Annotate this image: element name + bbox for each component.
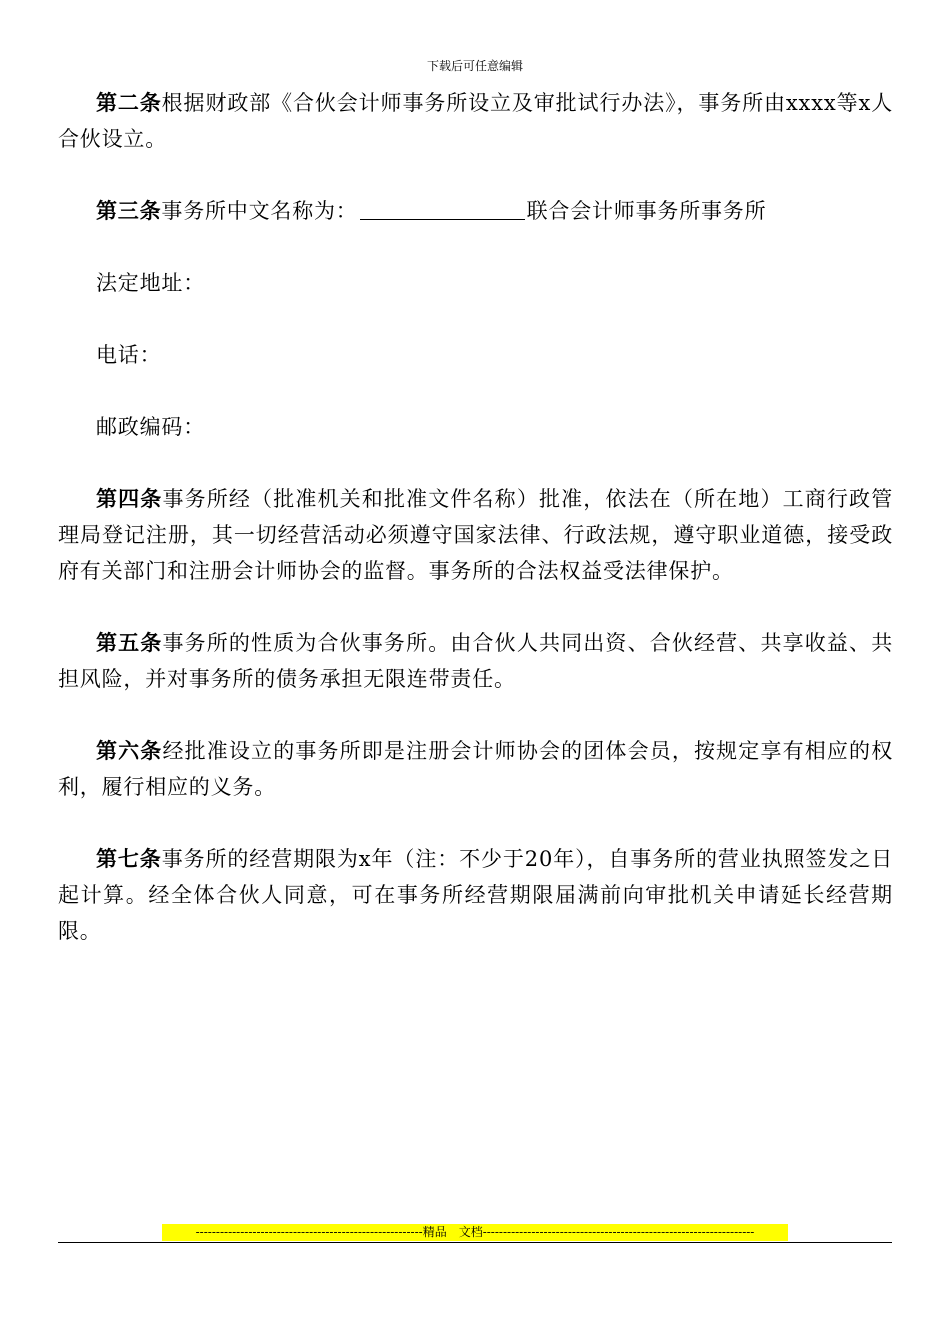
article-7-label: 第七条 (96, 847, 162, 871)
name-blank-line (360, 199, 525, 220)
footer-divider (58, 1242, 892, 1243)
article-4 (58, 481, 893, 589)
article-5-text: 事务所的性质为合伙事务所。由合伙人共同出资、合伙经营、共享收益、共担风险，并对事务所的债务承担无限连带责任。 (58, 631, 893, 691)
phone-line (58, 337, 893, 373)
article-2-label: 第二条 (96, 91, 162, 115)
article-4-text: 事务所经（批准机关和批准文件名称）批准，依法在（所在地）工商行政管理局登记注册，其一切经营活动必须遵守国家法律、行政法规，遵守职业道德，接受政府有关部门和注册会计师协会的监督。事务所的合法权益受法律保护。 (58, 487, 893, 583)
article-5-label: 第五条 (96, 631, 163, 655)
article-6-label: 第六条 (96, 739, 163, 763)
article-4-label: 第四条 (96, 487, 163, 511)
article-2-text: 根据财政部《合伙会计师事务所设立及审批试行办法》，事务所由xxxx等x人合伙设立。 (58, 91, 893, 151)
phone-label: 电话： (96, 343, 162, 367)
article-3-text-after: 联合会计师事务所事务所 (526, 199, 767, 223)
article-7 (58, 841, 893, 949)
footer-text: --------------------------------------------------------精品 文档------------------------------------------------------------------- (195, 1225, 755, 1239)
legal-address-label: 法定地址： (96, 271, 205, 295)
article-7-text: 事务所的经营期限为x年（注：不少于20年），自事务所的营业执照签发之日起计算。经全体合伙人同意，可在事务所经营期限届满前向审批机关申请延长经营期限。 (58, 847, 894, 943)
postal-code-label: 邮政编码： (96, 415, 205, 439)
document-body (58, 85, 893, 949)
legal-address-line (58, 265, 893, 301)
postal-code-line (58, 409, 893, 445)
article-2 (58, 85, 893, 157)
article-3 (58, 193, 893, 229)
article-6-text: 经批准设立的事务所即是注册会计师协会的团体会员，按规定享有相应的权利，履行相应的义务。 (58, 739, 893, 799)
article-3-label: 第三条 (96, 199, 162, 223)
article-3-text-before: 事务所中文名称为： (161, 199, 358, 223)
article-6 (58, 733, 893, 805)
footer-highlight-bar (162, 1224, 788, 1241)
header-note: 下载后可任意编辑 (426, 59, 523, 73)
article-5 (58, 625, 893, 697)
